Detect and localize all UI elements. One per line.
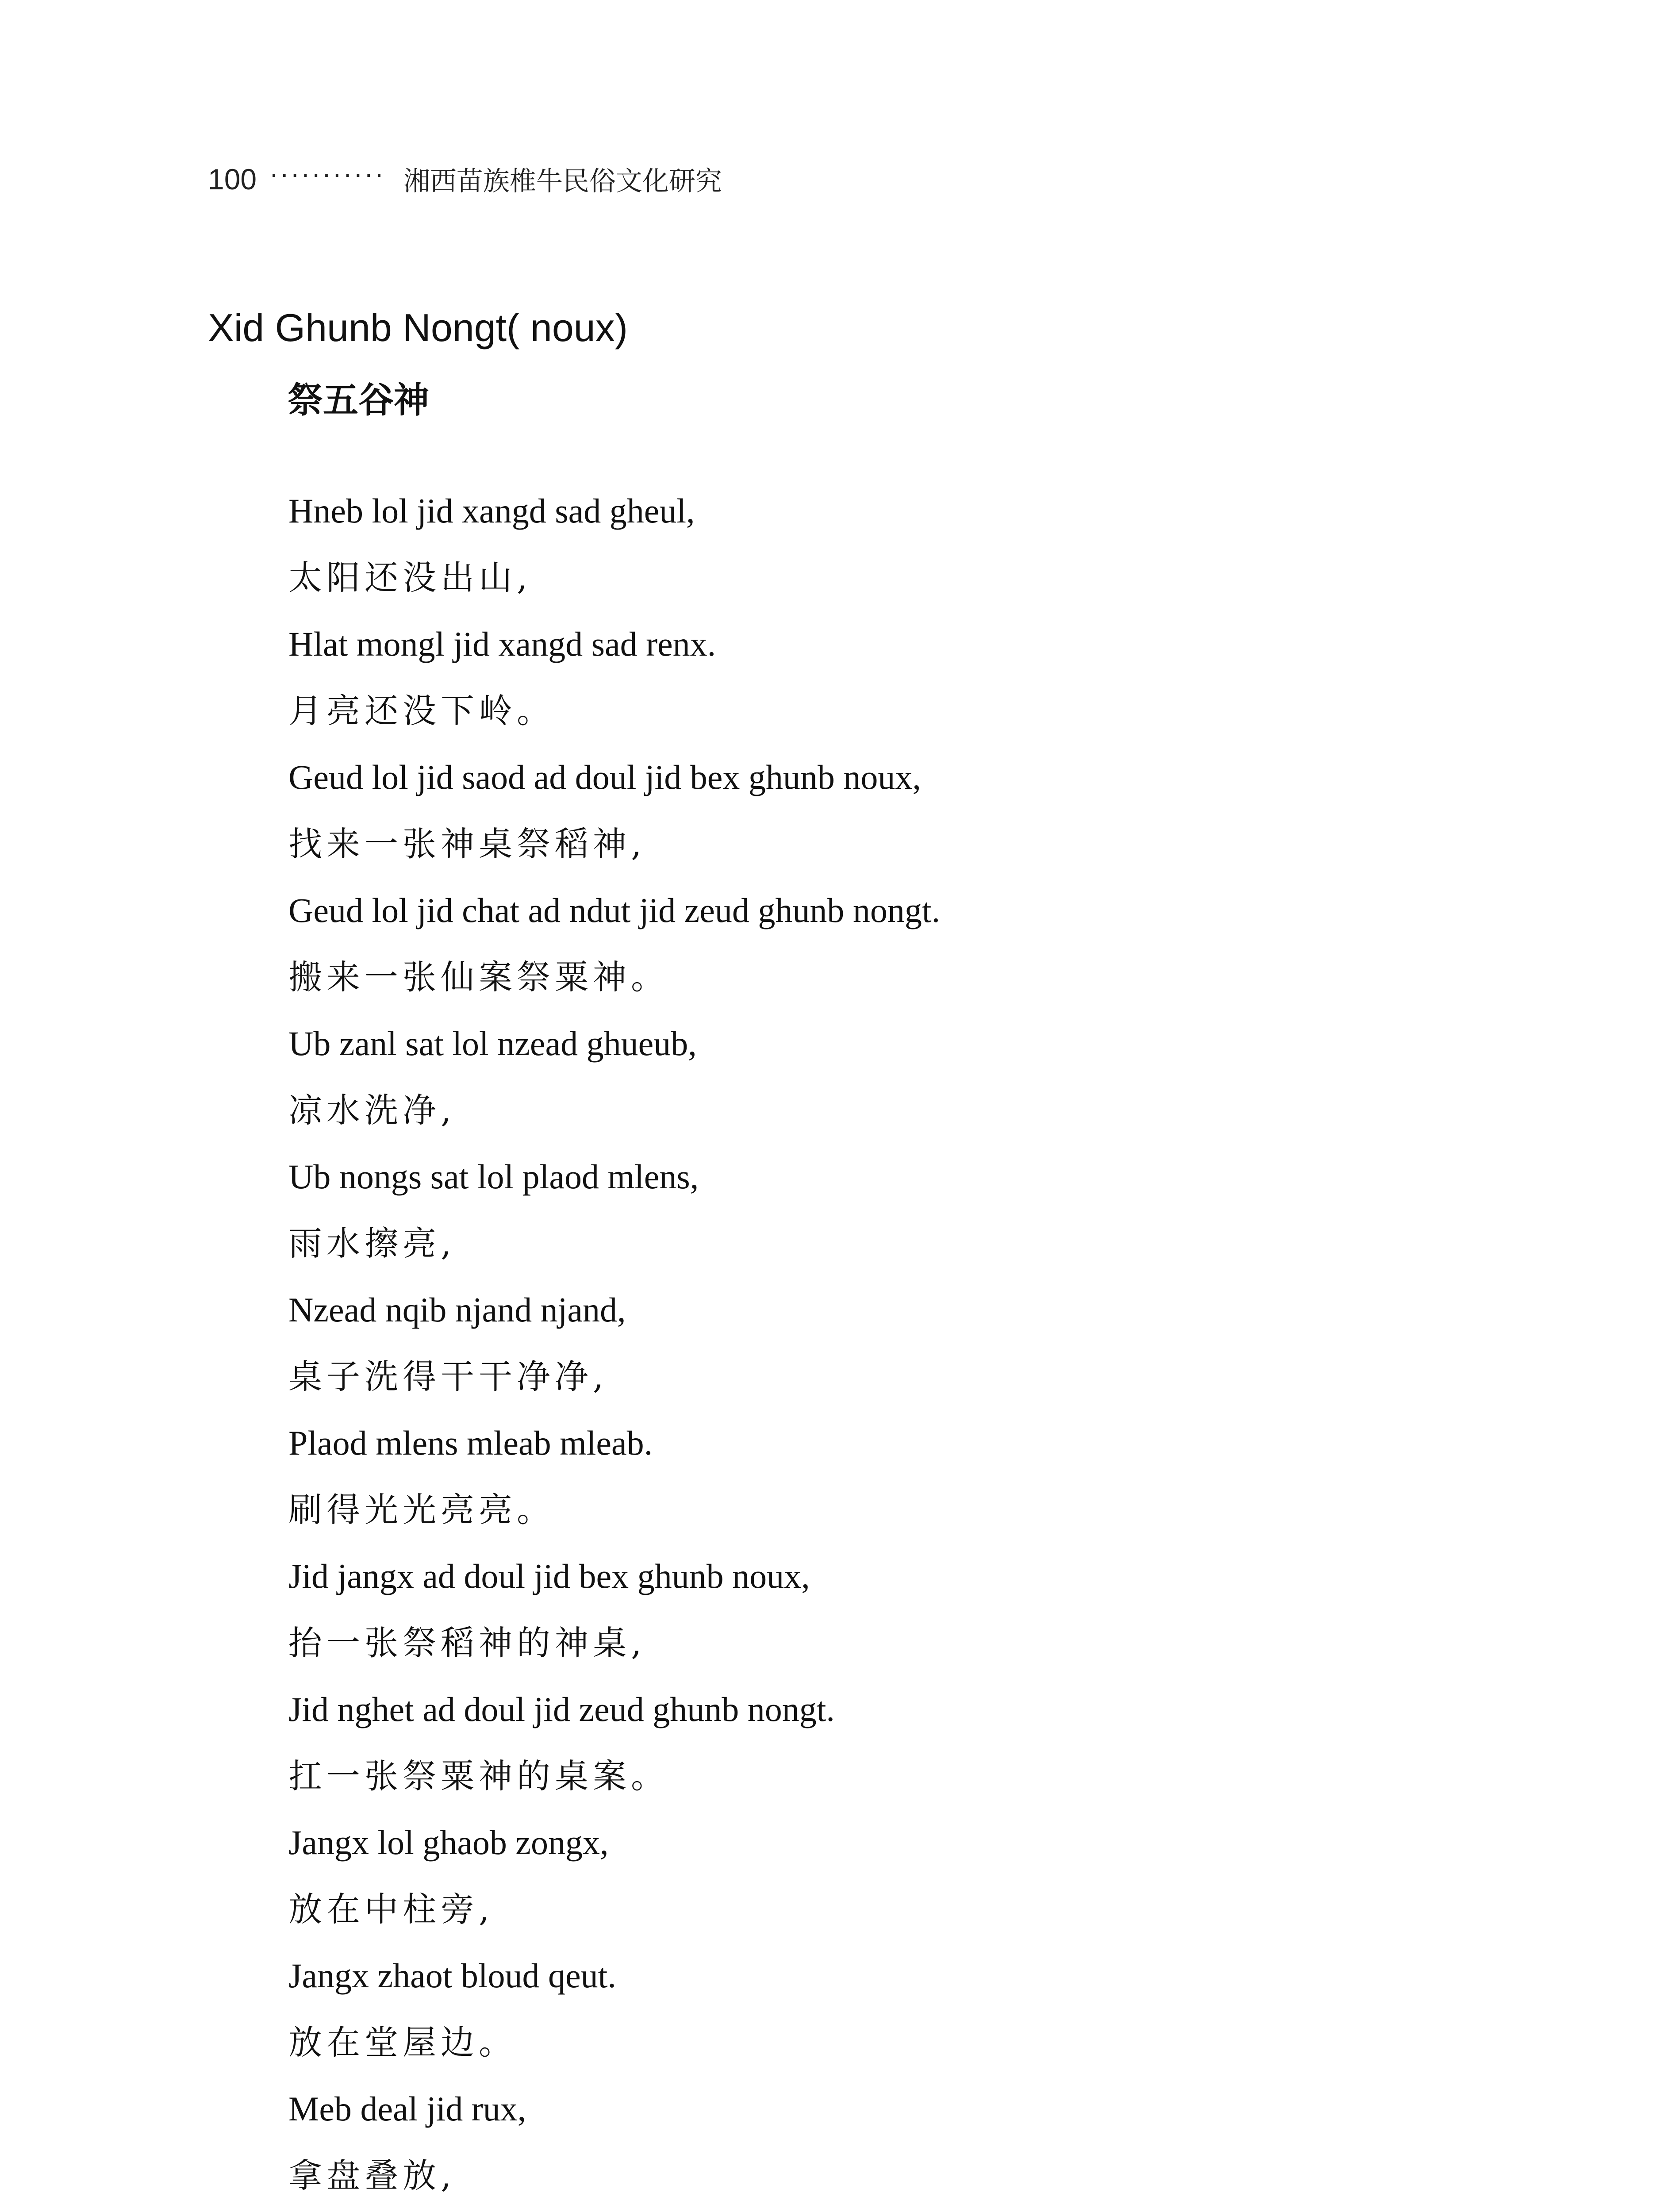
chinese-line: 拿盘叠放, bbox=[288, 2155, 456, 2195]
book-title: 湘西苗族椎牛民俗文化研究 bbox=[403, 166, 722, 197]
verse-couplet bbox=[288, 1809, 940, 1943]
verse-couplet bbox=[288, 1144, 940, 1277]
miao-line: Plaod mlens mleab mleab. bbox=[288, 1424, 653, 1462]
verse-couplet bbox=[288, 1410, 940, 1543]
miao-line: Hneb lol jid xangd sad gheul, bbox=[288, 492, 695, 530]
chinese-line: 桌子洗得干干净净, bbox=[288, 1356, 608, 1396]
miao-line: Ub zanl sat lol nzead ghueub, bbox=[288, 1024, 697, 1063]
chinese-line: 找来一张神桌祭稻神, bbox=[288, 824, 646, 864]
miao-line: Geud lol jid chat ad ndut jid zeud ghunb nongt. bbox=[288, 891, 941, 929]
dot-leader: ··········· bbox=[270, 161, 386, 190]
verse-couplet bbox=[288, 1277, 940, 1410]
miao-line: Jid nghet ad doul jid zeud ghunb nongt. bbox=[288, 1690, 835, 1728]
verse-couplet bbox=[288, 1943, 940, 2076]
section-subtitle: 祭五谷神 bbox=[288, 380, 429, 421]
miao-line: Jid jangx ad doul jid bex ghunb noux, bbox=[288, 1557, 810, 1595]
section-title: Xid Ghunb Nongt( noux) bbox=[208, 306, 628, 349]
verse-couplet bbox=[288, 478, 940, 611]
verse-couplet bbox=[288, 1676, 940, 1809]
chinese-line: 放在堂屋边。 bbox=[288, 2022, 517, 2062]
miao-line: Jangx zhaot bloud qeut. bbox=[288, 1956, 616, 1995]
verse-couplet bbox=[288, 1010, 940, 1144]
chinese-line: 放在中柱旁, bbox=[288, 1889, 494, 1929]
miao-line: Nzead nqib njand njand, bbox=[288, 1290, 626, 1329]
chinese-line: 扛一张祭粟神的桌案。 bbox=[288, 1756, 669, 1796]
chinese-line: 月亮还没下岭。 bbox=[288, 691, 555, 730]
verse-couplet bbox=[288, 611, 940, 744]
verse-couplet bbox=[288, 877, 940, 1010]
miao-line: Jangx lol ghaob zongx, bbox=[288, 1823, 609, 1862]
verse-couplet bbox=[288, 1543, 940, 1676]
verse-couplet bbox=[288, 744, 940, 877]
chinese-line: 搬来一张仙案祭粟神。 bbox=[288, 957, 669, 997]
running-header bbox=[208, 155, 722, 204]
verse-list bbox=[288, 478, 940, 2209]
miao-line: Geud lol jid saod ad doul jid bex ghunb noux, bbox=[288, 758, 921, 796]
miao-line: Hlat mongl jid xangd sad renx. bbox=[288, 625, 716, 663]
chinese-line: 凉水洗净, bbox=[288, 1090, 456, 1130]
verse-couplet bbox=[288, 2076, 940, 2209]
page-number: 100 bbox=[208, 163, 257, 196]
chinese-line: 抬一张祭稻神的神桌, bbox=[288, 1623, 646, 1663]
miao-line: Meb deal jid rux, bbox=[288, 2089, 526, 2128]
chinese-line: 刷得光光亮亮。 bbox=[288, 1490, 555, 1529]
miao-line: Ub nongs sat lol plaod mlens, bbox=[288, 1157, 699, 1196]
chinese-line: 太阳还没出山, bbox=[288, 557, 532, 597]
chinese-line: 雨水擦亮, bbox=[288, 1223, 456, 1263]
